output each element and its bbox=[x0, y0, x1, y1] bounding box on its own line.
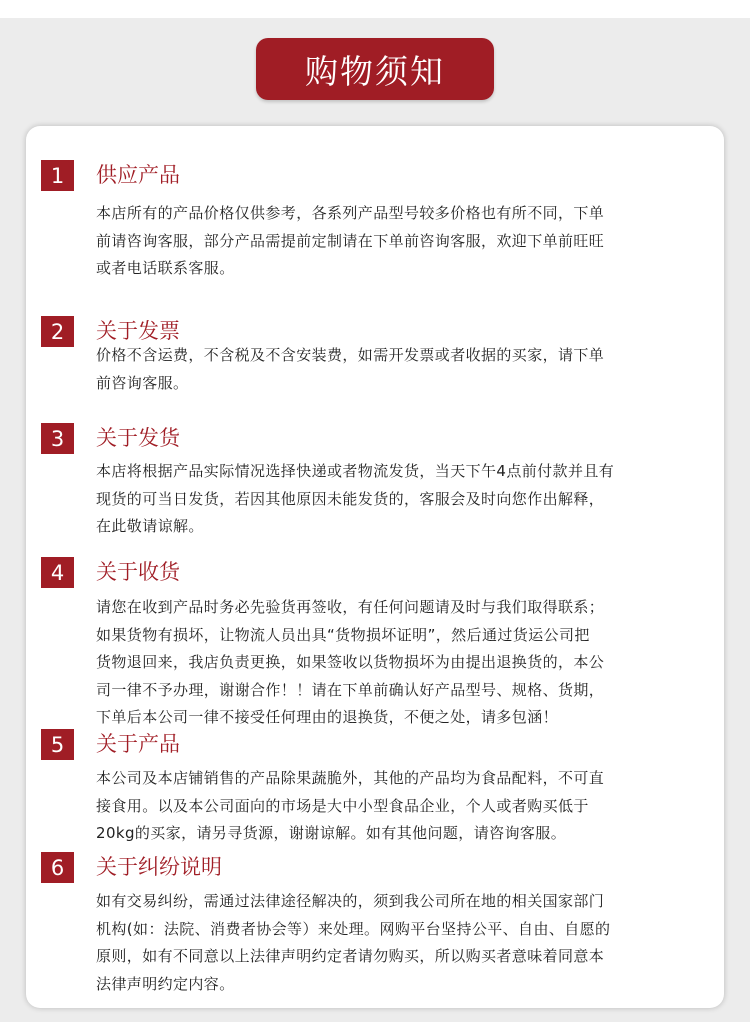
body-line: 货物退回来，我店负责更换，如果签收以货物损坏为由提出退换货的，本公 bbox=[96, 653, 605, 671]
section-number: 3 bbox=[41, 423, 74, 454]
body-line: 在此敬请谅解。 bbox=[96, 517, 204, 535]
section-body bbox=[96, 888, 708, 998]
body-line: 原则，如有不同意以上法律声明约定者请勿购买，所以购买者意味着同意本 bbox=[96, 947, 605, 965]
body-line: 现货的可当日发货，若因其他原因未能发货的，客服会及时向您作出解释， bbox=[96, 489, 605, 508]
section-title: 关于产品 bbox=[96, 732, 180, 756]
body-line: 20kg的买家，请另寻货源，谢谢谅解。如有其他问题，请咨询客服。 bbox=[96, 824, 567, 842]
notice-card bbox=[26, 126, 724, 1008]
section-title: 关于纠纷说明 bbox=[96, 855, 222, 879]
body-line: 如果货物有损坏，让物流人员出具“货物损坏证明”，然后通过货运公司把 bbox=[96, 625, 590, 644]
section-title: 供应产品 bbox=[96, 163, 180, 187]
body-line: 价格不含运费，不含税及不含安装费，如需开发票或者收据的买家，请下单 bbox=[96, 346, 605, 364]
section-title: 关于收货 bbox=[96, 560, 180, 584]
body-line: 如有交易纠纷，需通过法律途径解决的，须到我公司所在地的相关国家部门 bbox=[96, 892, 605, 910]
body-line: 前咨询客服。 bbox=[96, 373, 189, 392]
body-line: 本公司及本店铺销售的产品除果蔬脆外，其他的产品均为食品配料，不可直 bbox=[96, 769, 605, 787]
section-body bbox=[96, 342, 708, 397]
page-title: 购物须知 bbox=[256, 38, 494, 100]
section-body bbox=[96, 458, 708, 541]
section-number: 2 bbox=[41, 316, 74, 347]
body-line: 法律声明约定内容。 bbox=[96, 974, 235, 993]
section-number: 1 bbox=[41, 160, 74, 191]
body-line: 下单后本公司一律不接受任何理由的退换货，不便之处，请多包涵！ bbox=[96, 708, 559, 726]
body-line: 请您在收到产品时务必先验货再签收，有任何问题请及时与我们取得联系； bbox=[96, 598, 605, 616]
section-body bbox=[96, 594, 708, 732]
section-title: 关于发货 bbox=[96, 426, 180, 450]
section-body bbox=[96, 765, 708, 848]
body-line: 或者电话联系客服。 bbox=[96, 259, 235, 277]
body-line: 前请咨询客服，部分产品需提前定制请在下单前咨询客服，欢迎下单前旺旺 bbox=[96, 231, 605, 250]
body-line: 本店将根据产品实际情况选择快递或者物流发货，当天下午4点前付款并且有 bbox=[96, 462, 615, 480]
section-number: 6 bbox=[41, 852, 74, 883]
section-body bbox=[96, 200, 708, 283]
body-line: 司一律不予办理，谢谢合作！！请在下单前确认好产品型号、规格、货期， bbox=[96, 680, 605, 699]
section-number: 4 bbox=[41, 557, 74, 588]
body-line: 机构(如：法院、消费者协会等）来处理。网购平台坚持公平、自由、自愿的 bbox=[96, 919, 611, 938]
top-strip bbox=[0, 0, 750, 18]
body-line: 接食用。以及本公司面向的市场是大中小型食品企业，个人或者购买低于 bbox=[96, 796, 589, 815]
body-line: 本店所有的产品价格仅供参考，各系列产品型号较多价格也有所不同，下单 bbox=[96, 204, 605, 222]
section-number: 5 bbox=[41, 729, 74, 760]
section-title: 关于发票 bbox=[96, 319, 180, 343]
